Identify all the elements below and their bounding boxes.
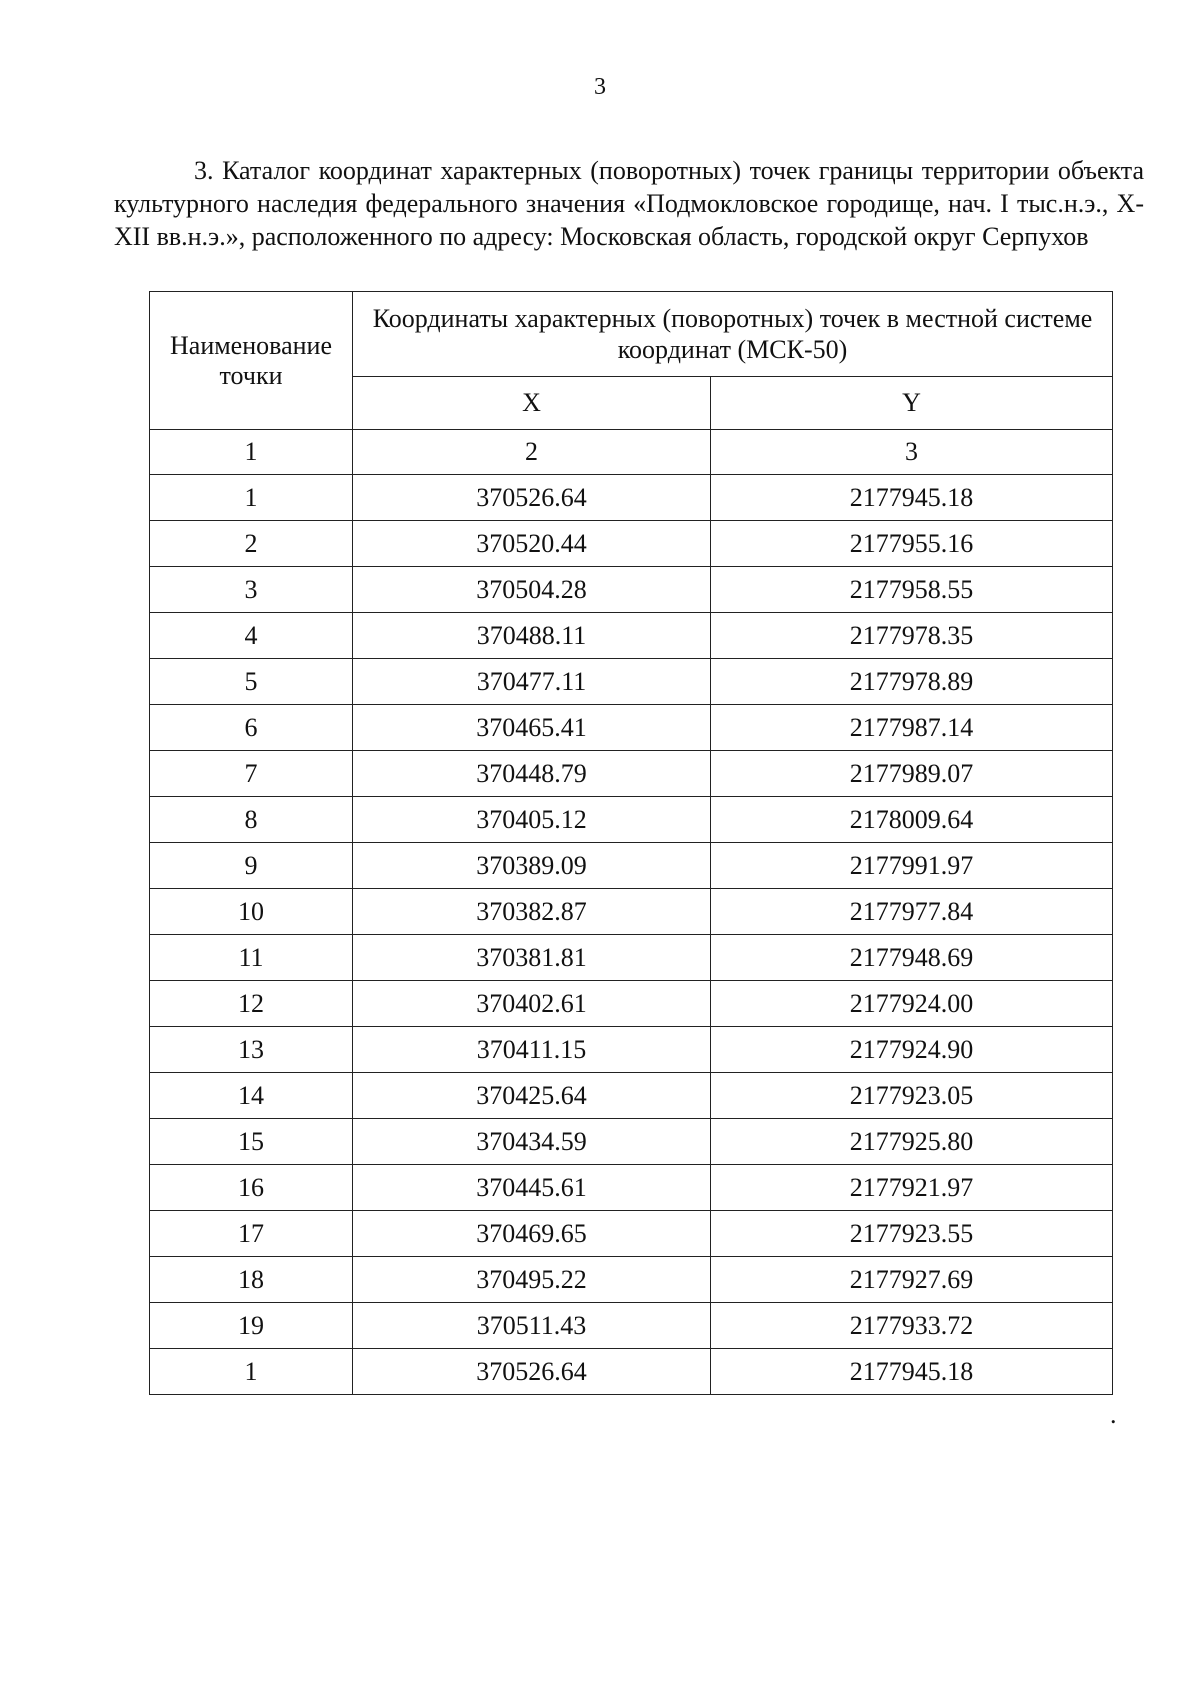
y-coordinate-cell: 2177955.16 <box>711 521 1113 567</box>
coordinates-table <box>149 291 1113 1395</box>
header-coordinates-group: Координаты характерных (поворотных) точек в местной системе координат (МСК-50) <box>353 292 1113 377</box>
y-coordinate-cell: 2177921.97 <box>711 1165 1113 1211</box>
x-coordinate-cell: 370477.11 <box>353 659 711 705</box>
x-coordinate-cell: 370488.11 <box>353 613 711 659</box>
y-coordinate-cell: 2177948.69 <box>711 935 1113 981</box>
table-row <box>150 935 1113 981</box>
y-coordinate-cell: 2177991.97 <box>711 843 1113 889</box>
x-coordinate-cell: 370526.64 <box>353 1349 711 1395</box>
y-coordinate-cell: 2177924.90 <box>711 1027 1113 1073</box>
point-name-cell: 5 <box>150 659 353 705</box>
y-coordinate-cell: 2177987.14 <box>711 705 1113 751</box>
page-number: 3 <box>594 74 606 100</box>
point-name-cell: 1 <box>150 475 353 521</box>
x-coordinate-cell: 370495.22 <box>353 1257 711 1303</box>
table-row <box>150 567 1113 613</box>
x-coordinate-cell: 370405.12 <box>353 797 711 843</box>
table-row <box>150 1119 1113 1165</box>
x-coordinate-cell: 370511.43 <box>353 1303 711 1349</box>
table-row <box>150 1165 1113 1211</box>
x-coordinate-cell: 370448.79 <box>353 751 711 797</box>
trailing-mark: . <box>1110 1400 1117 1429</box>
y-coordinate-cell: 2177923.55 <box>711 1211 1113 1257</box>
y-coordinate-cell: 2177927.69 <box>711 1257 1113 1303</box>
table-row <box>150 751 1113 797</box>
column-number-2: 2 <box>353 430 711 475</box>
table-row <box>150 613 1113 659</box>
point-name-cell: 15 <box>150 1119 353 1165</box>
table-header <box>150 292 1113 430</box>
x-coordinate-cell: 370402.61 <box>353 981 711 1027</box>
x-coordinate-cell: 370469.65 <box>353 1211 711 1257</box>
point-name-cell: 19 <box>150 1303 353 1349</box>
point-name-cell: 1 <box>150 1349 353 1395</box>
header-row-group <box>150 292 1113 377</box>
header-point-name: Наименование точки <box>150 292 353 430</box>
header-x: X <box>353 377 711 430</box>
y-coordinate-cell: 2177923.05 <box>711 1073 1113 1119</box>
table-row <box>150 521 1113 567</box>
x-coordinate-cell: 370520.44 <box>353 521 711 567</box>
table-row <box>150 1211 1113 1257</box>
column-number-1: 1 <box>150 430 353 475</box>
y-coordinate-cell: 2177958.55 <box>711 567 1113 613</box>
table-row <box>150 889 1113 935</box>
point-name-cell: 10 <box>150 889 353 935</box>
table-row <box>150 1349 1113 1395</box>
point-name-cell: 13 <box>150 1027 353 1073</box>
x-coordinate-cell: 370411.15 <box>353 1027 711 1073</box>
point-name-cell: 11 <box>150 935 353 981</box>
y-coordinate-cell: 2177924.00 <box>711 981 1113 1027</box>
point-name-cell: 18 <box>150 1257 353 1303</box>
x-coordinate-cell: 370389.09 <box>353 843 711 889</box>
header-y: Y <box>711 377 1113 430</box>
x-coordinate-cell: 370382.87 <box>353 889 711 935</box>
point-name-cell: 4 <box>150 613 353 659</box>
column-number-3: 3 <box>711 430 1113 475</box>
x-coordinate-cell: 370425.64 <box>353 1073 711 1119</box>
x-coordinate-cell: 370526.64 <box>353 475 711 521</box>
table-row <box>150 475 1113 521</box>
table-row <box>150 1257 1113 1303</box>
table-row <box>150 843 1113 889</box>
y-coordinate-cell: 2177933.72 <box>711 1303 1113 1349</box>
table-row <box>150 659 1113 705</box>
table-row <box>150 981 1113 1027</box>
point-name-cell: 7 <box>150 751 353 797</box>
x-coordinate-cell: 370465.41 <box>353 705 711 751</box>
table-row <box>150 705 1113 751</box>
point-name-cell: 6 <box>150 705 353 751</box>
y-coordinate-cell: 2177945.18 <box>711 475 1113 521</box>
y-coordinate-cell: 2177945.18 <box>711 1349 1113 1395</box>
point-name-cell: 17 <box>150 1211 353 1257</box>
y-coordinate-cell: 2177977.84 <box>711 889 1113 935</box>
y-coordinate-cell: 2177925.80 <box>711 1119 1113 1165</box>
point-name-cell: 8 <box>150 797 353 843</box>
section-heading-paragraph: 3. Каталог координат характерных (поворотных) точек границы территории объекта культурного наследия федерального значения «Подмокловское городище, нач. I тыс.н.э., X-XII вв.н.э.», расположенного по адресу: Московская область, городской округ Серпухов <box>114 156 1144 251</box>
point-name-cell: 2 <box>150 521 353 567</box>
x-coordinate-cell: 370445.61 <box>353 1165 711 1211</box>
y-coordinate-cell: 2177978.89 <box>711 659 1113 705</box>
column-number-row <box>150 430 1113 475</box>
table-body <box>150 430 1113 1395</box>
table-row <box>150 1073 1113 1119</box>
point-name-cell: 14 <box>150 1073 353 1119</box>
x-coordinate-cell: 370434.59 <box>353 1119 711 1165</box>
x-coordinate-cell: 370381.81 <box>353 935 711 981</box>
point-name-cell: 9 <box>150 843 353 889</box>
point-name-cell: 12 <box>150 981 353 1027</box>
y-coordinate-cell: 2177989.07 <box>711 751 1113 797</box>
table-row <box>150 1027 1113 1073</box>
point-name-cell: 16 <box>150 1165 353 1211</box>
x-coordinate-cell: 370504.28 <box>353 567 711 613</box>
point-name-cell: 3 <box>150 567 353 613</box>
table-row <box>150 797 1113 843</box>
table-row <box>150 1303 1113 1349</box>
y-coordinate-cell: 2177978.35 <box>711 613 1113 659</box>
y-coordinate-cell: 2178009.64 <box>711 797 1113 843</box>
